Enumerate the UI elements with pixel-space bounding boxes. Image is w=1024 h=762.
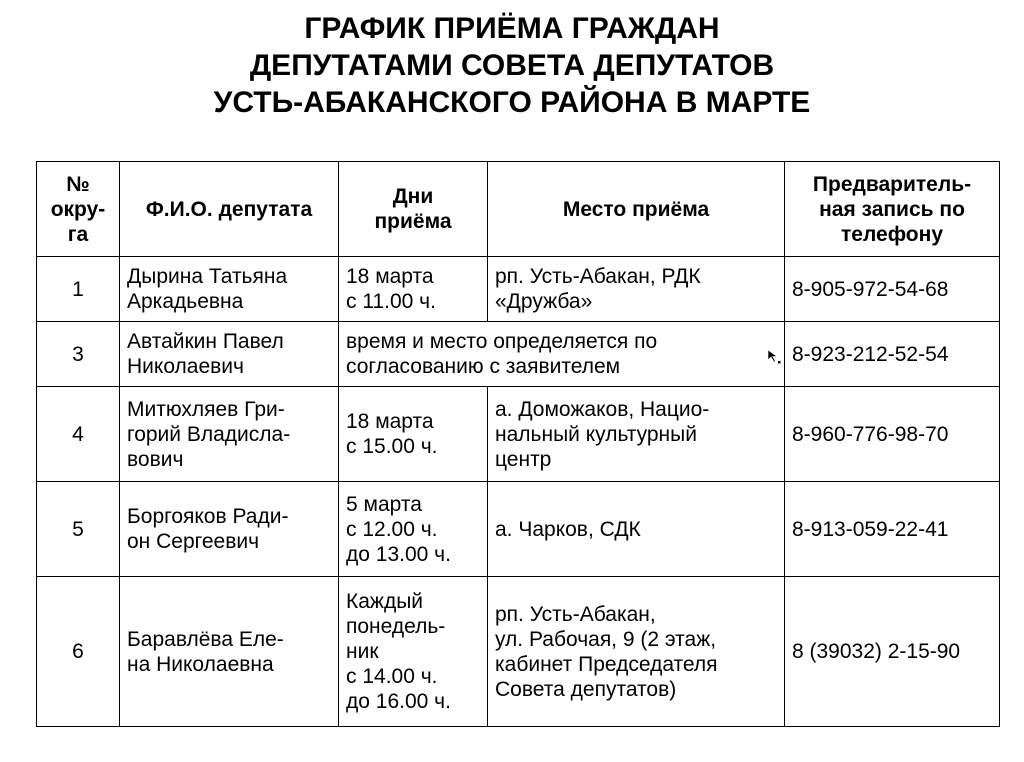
- reception-days: 18 марта с 15.00 ч.: [339, 387, 488, 482]
- phone-number: 8-905-972-54-68: [785, 257, 1000, 322]
- table-row: [37, 257, 1000, 322]
- deputy-name: Митюхляев Гри- горий Владисла- вович: [120, 387, 339, 482]
- reception-days: 5 марта с 12.00 ч. до 13.00 ч.: [339, 482, 488, 577]
- district-number: 3: [37, 322, 120, 387]
- district-number: 4: [37, 387, 120, 482]
- phone-number: 8-923-212-52-54: [785, 322, 1000, 387]
- header-phone-booking: Предваритель- ная запись по телефону: [785, 162, 1000, 257]
- reception-place: а. Доможаков, Нацио- нальный культурный центр: [488, 387, 785, 482]
- mouse-cursor-icon: [767, 349, 781, 365]
- table-row: [37, 482, 1000, 577]
- reception-days: 18 марта с 11.00 ч.: [339, 257, 488, 322]
- phone-number: 8-960-776-98-70: [785, 387, 1000, 482]
- phone-number: 8-913-059-22-41: [785, 482, 1000, 577]
- title-line-1: ГРАФИК ПРИЁМА ГРАЖДАН: [304, 12, 720, 45]
- title-line-2: ДЕПУТАТАМИ СОВЕТА ДЕПУТАТОВ: [249, 49, 775, 82]
- deputy-name: Дырина Татьяна Аркадьевна: [120, 257, 339, 322]
- table-row: [37, 577, 1000, 727]
- district-number: 1: [37, 257, 120, 322]
- table-row: [37, 387, 1000, 482]
- reception-place: рп. Усть-Абакан, РДК «Дружба»: [488, 257, 785, 322]
- reception-place: а. Чарков, СДК: [488, 482, 785, 577]
- header-district-number: № окру- га: [37, 162, 120, 257]
- deputy-name: Баравлёва Еле- на Николаевна: [120, 577, 339, 727]
- reception-time-place-merged: время и место определяется по согласованию с заявителем: [339, 322, 785, 387]
- header-reception-place: Место приёма: [488, 162, 785, 257]
- district-number: 5: [37, 482, 120, 577]
- reception-place: рп. Усть-Абакан, ул. Рабочая, 9 (2 этаж, кабинет Председателя Совета депутатов): [488, 577, 785, 727]
- table-row: [37, 322, 1000, 387]
- phone-number: 8 (39032) 2-15-90: [785, 577, 1000, 727]
- title-line-3: УСТЬ-АБАКАНСКОГО РАЙОНА В МАРТЕ: [213, 86, 811, 119]
- header-deputy-name: Ф.И.О. депутата: [120, 162, 339, 257]
- reception-schedule-table: [36, 161, 1000, 727]
- reception-days: Каждый понедель- ник с 14.00 ч. до 16.00 ч.: [339, 577, 488, 727]
- district-number: 6: [37, 577, 120, 727]
- header-reception-days: Дни приёма: [339, 162, 488, 257]
- deputy-name: Боргояков Ради- он Сергеевич: [120, 482, 339, 577]
- page-title: [0, 10, 1024, 121]
- table-header-row: [37, 162, 1000, 257]
- deputy-name: Автайкин Павел Николаевич: [120, 322, 339, 387]
